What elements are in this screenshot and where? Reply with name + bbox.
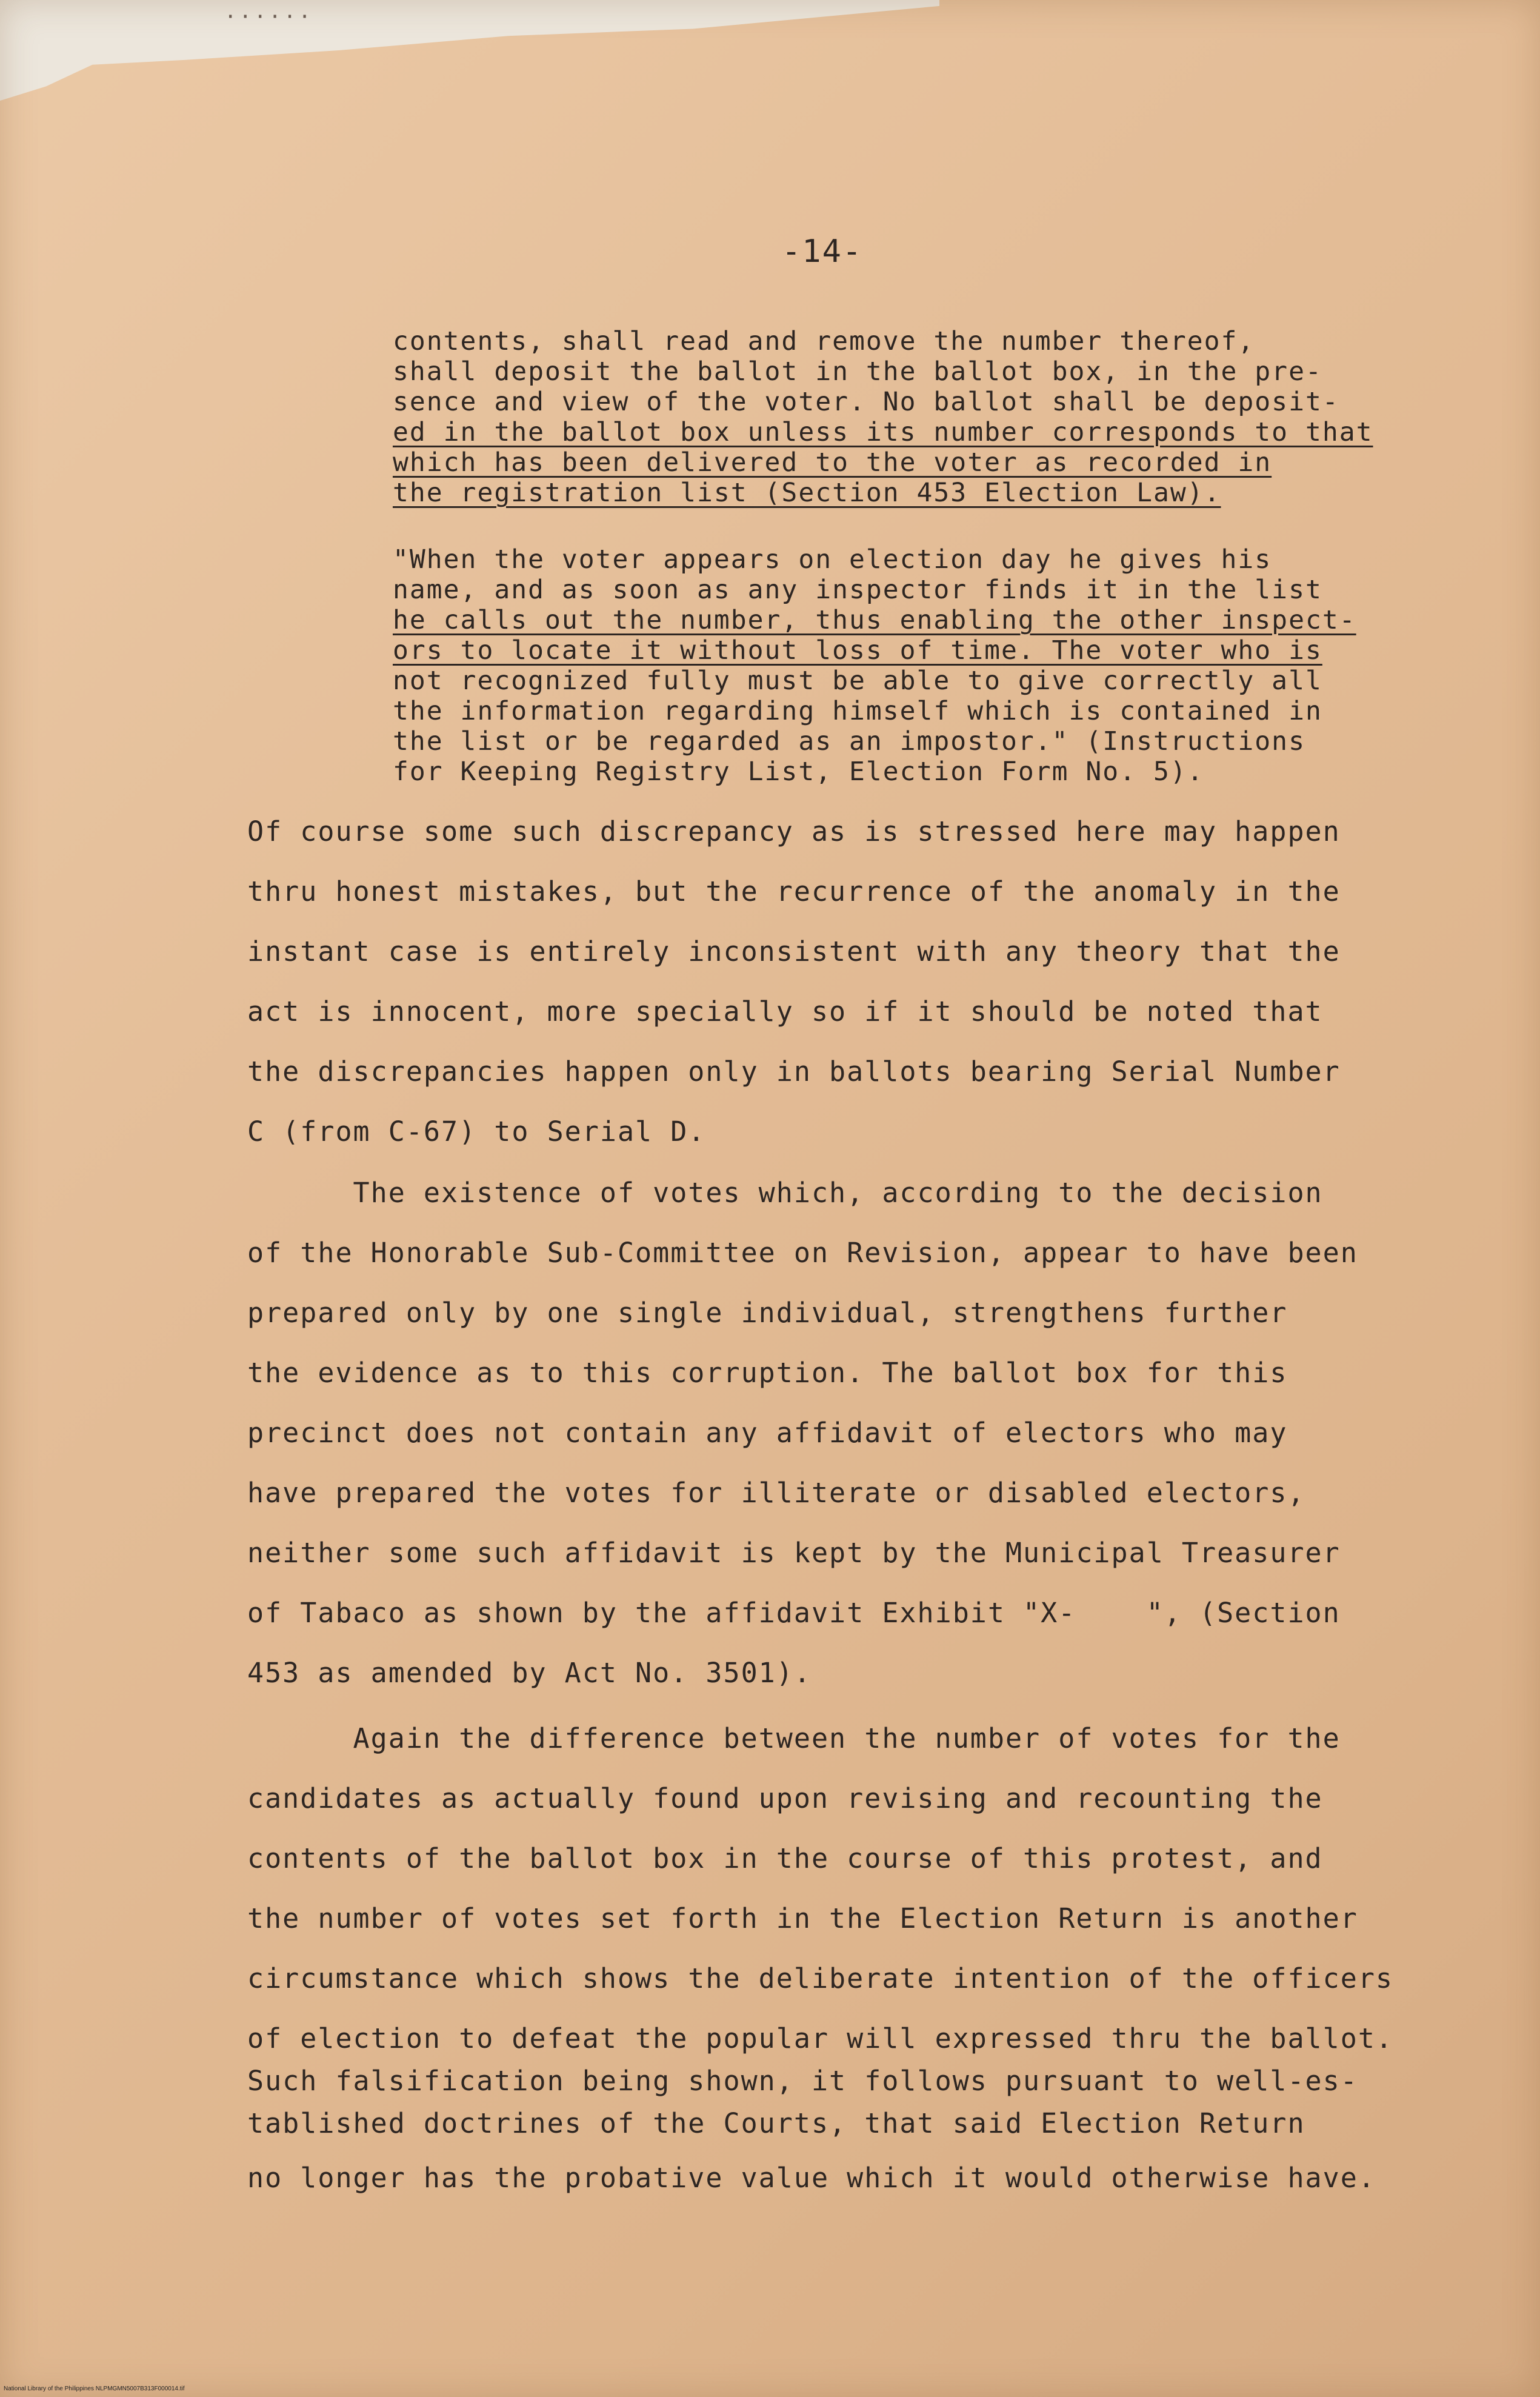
- header-mark: ······: [224, 5, 313, 29]
- quote-line-underlined: ors to locate it without loss of time. The voter who is: [393, 635, 1322, 666]
- quote-line: the information regarding himself which is contained in: [393, 696, 1322, 726]
- paragraph-election-return: [247, 1708, 1447, 2208]
- body-line: have prepared the votes for illiterate or disabled electors,: [247, 1477, 1305, 1509]
- body-line: tablished doctrines of the Courts, that said Election Return: [247, 2107, 1305, 2139]
- quote-block-registry-instructions: [393, 544, 1459, 787]
- quote-line: for Keeping Registry List, Election Form No. 5).: [393, 757, 1204, 787]
- quote-line-underlined: he calls out the number, thus enabling the other inspect-: [393, 605, 1356, 635]
- body-line: of election to defeat the popular will expressed thru the ballot.: [247, 2022, 1393, 2054]
- quote-line: not recognized fully must be able to give correctly all: [393, 666, 1322, 696]
- body-line: instant case is entirely inconsistent with any theory that the: [247, 935, 1341, 968]
- body-line: of the Honorable Sub-Committee on Revision, appear to have been: [247, 1237, 1358, 1269]
- quote-line: contents, shall read and remove the number thereof,: [393, 326, 1255, 356]
- archive-footer: National Library of the Philippines NLPMGMN5007B313F000014.tif: [4, 2385, 185, 2392]
- quote-line: the list or be regarded as an impostor." (Instructions: [393, 726, 1305, 757]
- body-line: the discrepancies happen only in ballots bearing Serial Number: [247, 1055, 1341, 1088]
- body-line: circumstance which shows the deliberate intention of the officers: [247, 1962, 1393, 1994]
- quote-line: "When the voter appears on election day he gives his: [393, 544, 1272, 575]
- paragraph-discrepancy: [247, 801, 1447, 1162]
- body-line: of Tabaco as shown by the affidavit Exhibit "X- ", (Section: [247, 1597, 1341, 1629]
- body-line: contents of the ballot box in the course of this protest, and: [247, 1842, 1323, 1874]
- quote-line-underlined: which has been delivered to the voter as recorded in: [393, 447, 1272, 478]
- body-line: candidates as actually found upon revising and recounting the: [247, 1782, 1323, 1814]
- body-line: precinct does not contain any affidavit of electors who may: [247, 1417, 1288, 1449]
- quote-line-underlined: the registration list (Section 453 Election Law).: [393, 478, 1221, 508]
- body-line: the evidence as to this corruption. The ballot box for this: [247, 1357, 1288, 1389]
- page-number: -14-: [782, 233, 863, 270]
- body-line: Again the difference between the number of votes for the: [247, 1722, 1341, 1754]
- body-line: C (from C-67) to Serial D.: [247, 1115, 706, 1148]
- body-line: no longer has the probative value which it would otherwise have.: [247, 2162, 1376, 2194]
- body-line: act is innocent, more specially so if it should be noted that: [247, 995, 1323, 1028]
- quote-line: name, and as soon as any inspector finds it in the list: [393, 575, 1322, 605]
- quote-line: sence and view of the voter. No ballot shall be deposit-: [393, 387, 1339, 417]
- quote-block-ballot-deposit: [393, 326, 1459, 508]
- body-line: the number of votes set forth in the Election Return is another: [247, 1902, 1358, 1934]
- body-line: Such falsification being shown, it follows pursuant to well-es-: [247, 2065, 1358, 2097]
- quote-line: shall deposit the ballot in the ballot box, in the pre-: [393, 356, 1322, 387]
- body-line: Of course some such discrepancy as is stressed here may happen: [247, 815, 1341, 847]
- body-line: 453 as amended by Act No. 3501).: [247, 1657, 812, 1689]
- paragraph-single-individual-votes: [247, 1163, 1447, 1703]
- body-line: prepared only by one single individual, strengthens further: [247, 1297, 1288, 1329]
- body-line: The existence of votes which, according to the decision: [247, 1177, 1323, 1209]
- body-line: neither some such affidavit is kept by the Municipal Treasurer: [247, 1537, 1341, 1569]
- body-line: thru honest mistakes, but the recurrence of the anomaly in the: [247, 875, 1341, 908]
- quote-line-underlined: ed in the ballot box unless its number corresponds to that: [393, 417, 1373, 447]
